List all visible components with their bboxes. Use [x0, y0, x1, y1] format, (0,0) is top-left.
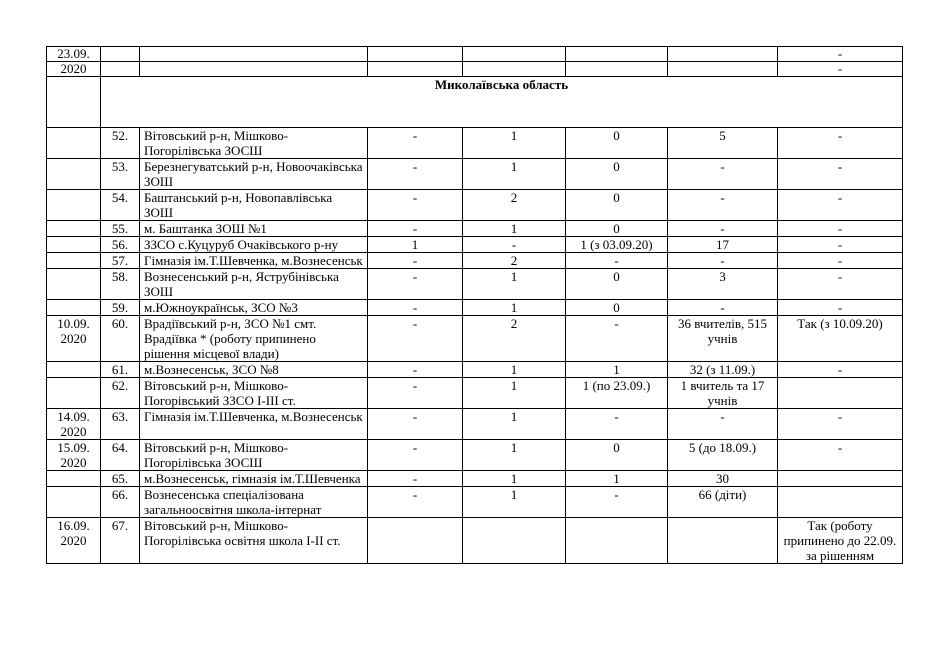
status-cell: - — [778, 269, 903, 300]
status-cell: - — [778, 440, 903, 471]
date-cell: 16.09. 2020 — [47, 518, 101, 564]
value-cell: 0 — [566, 221, 668, 237]
value-cell: 1 — [566, 471, 668, 487]
value-cell: - — [368, 159, 463, 190]
date-cell — [47, 487, 101, 518]
value-cell: - — [368, 190, 463, 221]
value-cell: 2 — [463, 316, 566, 362]
school-name: Вітовський р-н, Мішково-Погорілівська ЗОСШ — [140, 440, 368, 471]
value-cell: 5 (до 18.09.) — [668, 440, 778, 471]
row-number: 65. — [101, 471, 140, 487]
value-cell: - — [668, 190, 778, 221]
school-name: Березнегуватський р-н, Новоочаківська ЗОШ — [140, 159, 368, 190]
value-cell: 36 вчителів, 515 учнів — [668, 316, 778, 362]
value-cell: - — [566, 253, 668, 269]
date-cell — [47, 362, 101, 378]
school-name: Врадіївський р-н, ЗСО №1 смт. Врадіївка * (роботу припинено рішення місцевої влади) — [140, 316, 368, 362]
value-cell: - — [463, 237, 566, 253]
row-number: 62. — [101, 378, 140, 409]
value-cell: - — [368, 362, 463, 378]
value-cell: 0 — [566, 269, 668, 300]
value-cell: 1 — [463, 269, 566, 300]
status-cell: - — [778, 253, 903, 269]
date-cell: 15.09. 2020 — [47, 440, 101, 471]
value-cell: - — [778, 62, 903, 77]
value-cell: - — [368, 269, 463, 300]
table-row — [47, 62, 903, 77]
value-cell: - — [566, 487, 668, 518]
table-row — [47, 128, 903, 159]
value-cell: - — [668, 253, 778, 269]
value-cell: 1 — [463, 378, 566, 409]
value-cell: 1 — [463, 221, 566, 237]
value-cell: 0 — [566, 440, 668, 471]
value-cell: 30 — [668, 471, 778, 487]
value-cell — [368, 518, 463, 564]
value-cell: - — [566, 409, 668, 440]
date-cell — [47, 128, 101, 159]
school-name: Гімназія ім.Т.Шевченка, м.Вознесенськ — [140, 409, 368, 440]
value-cell: - — [368, 378, 463, 409]
date-cell: 2020 — [47, 62, 101, 77]
value-cell: - — [368, 300, 463, 316]
table-row — [47, 316, 903, 362]
rows-body — [47, 128, 903, 564]
value-cell: - — [668, 300, 778, 316]
value-cell — [566, 518, 668, 564]
value-cell: 32 (з 11.09.) — [668, 362, 778, 378]
school-name: Вознесенська спеціалізована загальноосвітня школа-інтернат — [140, 487, 368, 518]
school-name: м.Вознесенськ, ЗСО №8 — [140, 362, 368, 378]
table-row — [47, 362, 903, 378]
row-number: 58. — [101, 269, 140, 300]
row-number: 64. — [101, 440, 140, 471]
status-cell: - — [778, 190, 903, 221]
row-number: 55. — [101, 221, 140, 237]
value-cell: - — [368, 409, 463, 440]
value-cell: - — [368, 221, 463, 237]
value-cell: 1 — [463, 440, 566, 471]
value-cell: 1 — [463, 409, 566, 440]
status-cell: - — [778, 362, 903, 378]
value-cell: - — [368, 440, 463, 471]
status-cell: - — [778, 159, 903, 190]
row-number: 60. — [101, 316, 140, 362]
row-number: 59. — [101, 300, 140, 316]
value-cell: 1 — [463, 128, 566, 159]
value-cell: - — [668, 159, 778, 190]
table-row — [47, 378, 903, 409]
value-cell: 0 — [566, 190, 668, 221]
table-row — [47, 253, 903, 269]
table-row — [47, 159, 903, 190]
value-cell: 1 — [463, 300, 566, 316]
school-name: Вітовський р-н, Мішково-Погорівський ЗЗСО І-ІІІ ст. — [140, 378, 368, 409]
date-cell — [47, 378, 101, 409]
data-table — [46, 46, 903, 564]
date-cell — [47, 190, 101, 221]
school-name: Вітовський р-н, Мішково-Погорілівська ЗОСШ — [140, 128, 368, 159]
value-cell: 5 — [668, 128, 778, 159]
value-cell: - — [368, 128, 463, 159]
date-cell — [47, 269, 101, 300]
status-cell — [778, 378, 903, 409]
row-number: 61. — [101, 362, 140, 378]
table-row — [47, 269, 903, 300]
row-number: 56. — [101, 237, 140, 253]
value-cell: 1 (по 23.09.) — [566, 378, 668, 409]
status-cell — [778, 487, 903, 518]
value-cell: 2 — [463, 253, 566, 269]
date-cell — [47, 237, 101, 253]
row-number: 66. — [101, 487, 140, 518]
row-number: 57. — [101, 253, 140, 269]
row-number: 52. — [101, 128, 140, 159]
school-name: м. Баштанка ЗОШ №1 — [140, 221, 368, 237]
table-row — [47, 487, 903, 518]
row-number: 63. — [101, 409, 140, 440]
date-cell: 23.09. — [47, 47, 101, 62]
table-row — [47, 471, 903, 487]
status-cell: - — [778, 128, 903, 159]
status-cell: - — [778, 221, 903, 237]
row-number: 54. — [101, 190, 140, 221]
school-name: Вознесенський р-н, Яструбінівська ЗОШ — [140, 269, 368, 300]
school-name: ЗЗСО с.Куцуруб Очаківського р-ну — [140, 237, 368, 253]
value-cell: 0 — [566, 300, 668, 316]
value-cell: 3 — [668, 269, 778, 300]
school-name: Баштанський р-н, Новопавлівська ЗОШ — [140, 190, 368, 221]
status-cell: Так (роботу припинено до 22.09. за рішенням — [778, 518, 903, 564]
row-number: 67. — [101, 518, 140, 564]
table-row — [47, 190, 903, 221]
status-cell — [778, 471, 903, 487]
value-cell: 2 — [463, 190, 566, 221]
date-cell — [47, 253, 101, 269]
table-row — [47, 440, 903, 471]
value-cell: 17 — [668, 237, 778, 253]
date-cell — [47, 221, 101, 237]
date-cell: 10.09. 2020 — [47, 316, 101, 362]
value-cell: - — [668, 409, 778, 440]
value-cell: 1 — [463, 471, 566, 487]
table-row — [47, 47, 903, 62]
status-cell: - — [778, 300, 903, 316]
table-row — [47, 300, 903, 316]
value-cell: - — [668, 221, 778, 237]
value-cell: 66 (діти) — [668, 487, 778, 518]
table-row — [47, 237, 903, 253]
region-title: Миколаївська область — [101, 77, 903, 128]
school-name: Вітовський р-н, Мішково-Погорілівська освітня школа І-ІІ ст. — [140, 518, 368, 564]
value-cell: - — [368, 316, 463, 362]
value-cell: 1 вчитель та 17 учнів — [668, 378, 778, 409]
value-cell — [463, 518, 566, 564]
value-cell: 1 (з 03.09.20) — [566, 237, 668, 253]
region-row — [47, 77, 903, 128]
school-name: м.Южноукраїнськ, ЗСО №3 — [140, 300, 368, 316]
value-cell: 0 — [566, 159, 668, 190]
value-cell: 1 — [463, 487, 566, 518]
status-cell: - — [778, 409, 903, 440]
value-cell: - — [778, 47, 903, 62]
value-cell: 1 — [463, 362, 566, 378]
school-name: м.Вознесенськ, гімназія ім.Т.Шевченка — [140, 471, 368, 487]
value-cell: - — [368, 253, 463, 269]
value-cell: 1 — [463, 159, 566, 190]
date-cell: 14.09. 2020 — [47, 409, 101, 440]
value-cell — [668, 518, 778, 564]
value-cell: 0 — [566, 128, 668, 159]
value-cell: 1 — [566, 362, 668, 378]
date-cell — [47, 159, 101, 190]
table-row — [47, 221, 903, 237]
value-cell: - — [368, 487, 463, 518]
table-row — [47, 409, 903, 440]
row-number: 53. — [101, 159, 140, 190]
value-cell: - — [368, 471, 463, 487]
table-row — [47, 518, 903, 564]
status-cell: - — [778, 237, 903, 253]
school-name: Гімназія ім.Т.Шевченка, м.Вознесенськ — [140, 253, 368, 269]
date-cell — [47, 300, 101, 316]
date-cell — [47, 471, 101, 487]
value-cell: - — [566, 316, 668, 362]
value-cell: 1 — [368, 237, 463, 253]
status-cell: Так (з 10.09.20) — [778, 316, 903, 362]
